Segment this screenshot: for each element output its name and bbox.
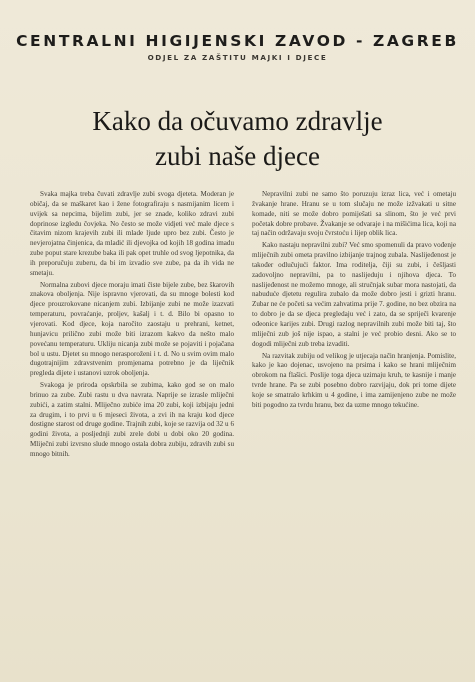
letterhead: [0, 32, 475, 62]
paragraph: Na razvitak zubiju od velikog je utjecaja način hranjenja. Pomislite, kako je kao dojenac, usvojeno na prsima i kako se hrani mliječnim obrokom na flašici. Poslije toga djeca uzimaju kruh, te kasnije i manje tvrde hrane. Pa se zubi posebno dobro razvijaju, dok pri tome dijete koje se smatralo krhkim u 4 godine, i ima zamijenjeno zube ne može biti pogodno za tvrdu hranu, bez da uzme mnogo tekućine.: [252, 351, 456, 409]
right-text-column: [252, 190, 456, 411]
article-title-line-2: zubi naše djece: [155, 141, 320, 171]
article-title: [0, 104, 475, 174]
paragraph: Normalna zubovi djece moraju imati čiste bijele zube, bez škarovih znakova oboljenja. Nije ispravno vjerovati, da su mnoge bolesti kod djece prouzrokovane nicanjem zubi. Izbijanje zubi ne može izazvati temperaturu, povraćanje, proljev, kašalj i t. d. Bilo bi opasno to vjerovati. Kod djece, koja naročito zaostaju u prehrani, ketnet, hunjavicu prilično zubi može biti izrazom kakvo da nešto malo povećanu temperaturu. Ukliju nicanja zubi može se pojaviti i pojačana bol u ustu. Djetet su mnogo nerasporoženi i t. d. No u svim ovim malo dugotrajnijim zdravstvenim promjenama potrebno je da liječnik pregleda dijete i ustanovi uzrok oboljenja.: [30, 280, 234, 378]
organization-name: CENTRALNI HIGIJENSKI ZAVOD - ZAGREB: [16, 32, 459, 50]
paragraph: Nepravilni zubi ne samo što poruzuju izraz lica, već i ometaju žvakanje hrane. Hranu se u tom slučaju ne može izžvakati u sitne komade, niti se može dobro pomiješati sa slinom, što je već prvi početak dobre probave. Žvakanje se odvaraje i na mišićima lica, koji na taj način održavaju svoju čvrstoću i lijep oblik lica.: [252, 190, 456, 238]
left-text-column: [30, 190, 234, 460]
department-name: ODJEL ZA ZAŠTITU MAJKI I DJECE: [147, 53, 328, 62]
paragraph: Svakoga je priroda opskrbila se zubima, kako god se on malo brinuo za zube. Zubi rastu u dva navrata. Naprije se izrasle mliječni zubići, a zatim stalni. Mliječno zubiće ima 20 zubi, koji izbijaju jedni za drugim, i to prvi u 6 mjeseci života, a zvi ih na kraju kod djece dostigne starost od druge godine. Trajnih zubi, koje se razvija od 32 u 6 godini života, a posljednji zubi zrele dobi u dobi oko 20 godina. Mliječni zubi izvrsno slude mnogo ostala dobra zubiju, zdravih zubi su mnogo bitnih.: [30, 381, 234, 458]
paragraph: Kako nastaju nepravilni zubi? Već smo spomenuli da pravo vođenje mliječnih zubi ometa pravilno izbijanje trajnog zubala. Naslijeđenost je također odlučujući faktor. Ima roditelja, čiji su zubi, i češljasti zadovoljno nepravilni, pa to naslijeduju i njihova djeca. To naslijeđenost ne možemo mnoge, ali stručnjak subar mora nastojati, da nabuduće djetetu regulira zubalo da može dobro jesti i grizti hranu. Zubar ne će početi sa većim zahvatima prije 7. godine, no bez obzira na to dobro je da se djeca pregledaju već i zato, da se spriječi kvarenje ođeonice karijes zubi. Drugi razlog nepravilnih zubi može biti taj, što mliječni zub još nije ispao, a stalni je već probio desni. Ako se to dogodi mliječni zub treba izvaditi.: [252, 241, 456, 348]
paragraph: Svaka majka treba čuvati zdravlje zubi svoga djeteta. Moderan je običaj, da se maškaret kao i žene fotografiraju s nasmijanim licem i uvijek sa nepcima, bijelim zubi, jer se znade, koliko zdravi zubi doprinose izgledu čovjeka. No često se može vidjeti već male djece s čitavim nizom krajevih zubi ili mlade ljude upro bez zubi. Često je nevjerojatna činjenica, da mladić ili djevojka od kojih 18 godina imadu zube poput stare krezube baka ili pak opet truhle od svog ljepotnika, da ih preporučuju zuberu, da bi im izvadio sve zube, pa da ih vida ne smetaju.: [30, 190, 234, 277]
article-title-line-1: Kako da očuvamo zdravlje: [92, 106, 383, 136]
